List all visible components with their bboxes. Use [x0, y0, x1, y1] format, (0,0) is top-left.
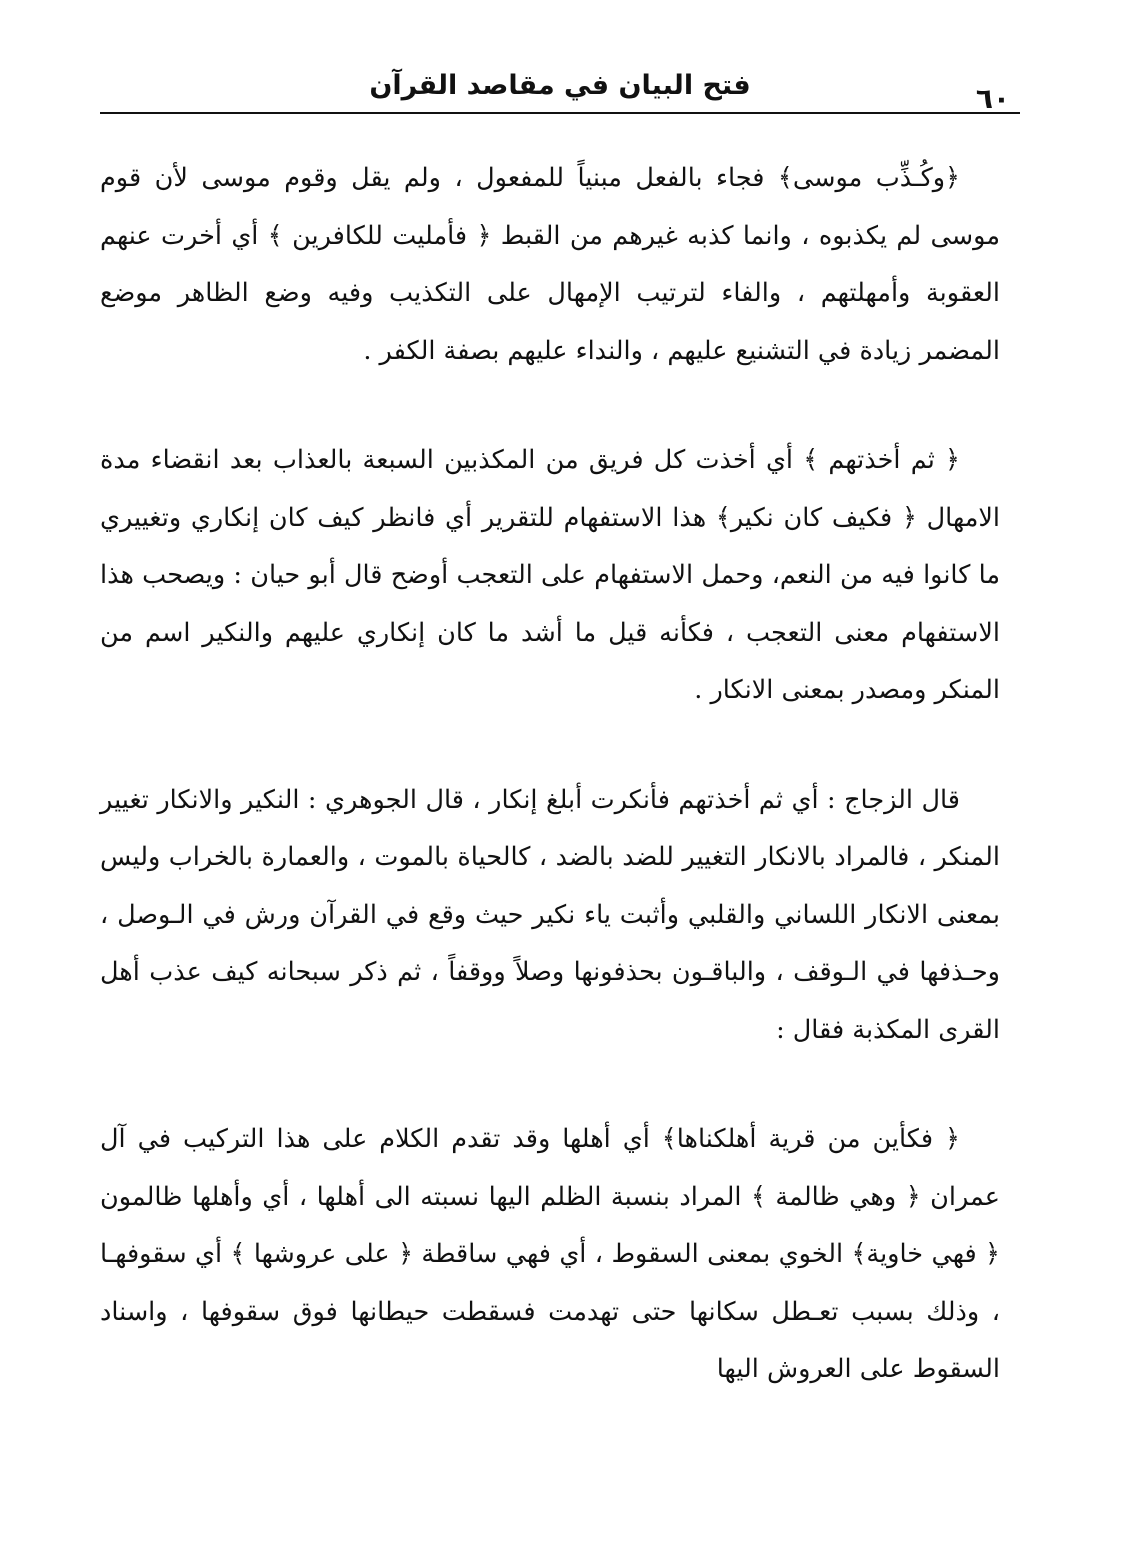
header-divider — [100, 112, 1020, 114]
paragraph-4: ﴿ فكأين من قرية أهلكناها﴾ أي أهلها وقد تقدم الكلام على هذا التركيب في آل عمران ﴿ وهي ظالمة ﴾ المراد بنسبة الظلم اليها نسبته الى أهلها ، أي وأهلها ظالمون ﴿ فهي خاوية﴾ الخوي بمعنى السقوط ، أي فهي ساقطة ﴿ على عروشها ﴾ أي سقوفهـا ، وذلك بسبب تعـطل سكانها حتى تهدمت فسقطت حيطانها فوق سقوفها ، واسناد السقوط على العروش اليها — [100, 1124, 1000, 1384]
paragraph-3: قال الزجاج : أي ثم أخذتهم فأنكرت أبلغ إنكار ، قال الجوهري : النكير والانكار تغيير المنكر ، فالمراد بالانكار التغيير للضد بالضد ، كالحياة بالموت ، والعمارة بالخراب وليس بمعنى الانكار اللساني والقلبي وأثبت ياء نكير حيث وقع في القرآن ورش في الـوصل ، وحـذفها في الـوقف ، والباقـون بحذفونها وصلاً ووقفاً ، ثم ذكر سبحانه كيف عذب أهل القرى المكذبة فقال : — [100, 784, 1000, 1045]
page-body — [100, 150, 1000, 1399]
page-header — [100, 62, 1020, 114]
page-number: ٦٠ — [975, 82, 1010, 115]
paragraph-1: ﴿وكُـذِّب موسى﴾ فجاء بالفعل مبنياً للمفعول ، ولم يقل وقوم موسى لأن قوم موسى لم يكذبوه ، وانما كذبه غيرهم من القبط ﴿ فأمليت للكافرين ﴾ أي أخرت عنهم العقوبة وأمهلتهم ، والفاء لترتيب الإمهال على التكذيب وفيه وضع الظاهر موضع المضمر زيادة في التشنيع عليهم ، والنداء عليهم بصفة الكفر . — [100, 163, 1000, 366]
paragraph-2: ﴿ ثم أخذتهم ﴾ أي أخذت كل فريق من المكذبين السبعة بالعذاب بعد انقضاء مدة الامهال ﴿ فكيف كان نكير﴾ هذا الاستفهام للتقرير أي فانظر كيف كان إنكاري وتغييري ما كانوا فيه من النعم، وحمل الاستفهام على التعجب أوضح قال أبو حيان : ويصحب هذا الاستفهام معنى التعجب ، فكأنه قيل ما أشد ما كان إنكاري عليهم والنكير اسم من المنكر ومصدر بمعنى الانكار . — [100, 445, 1000, 705]
running-title: فتح البيان في مقاصد القرآن — [369, 70, 751, 101]
